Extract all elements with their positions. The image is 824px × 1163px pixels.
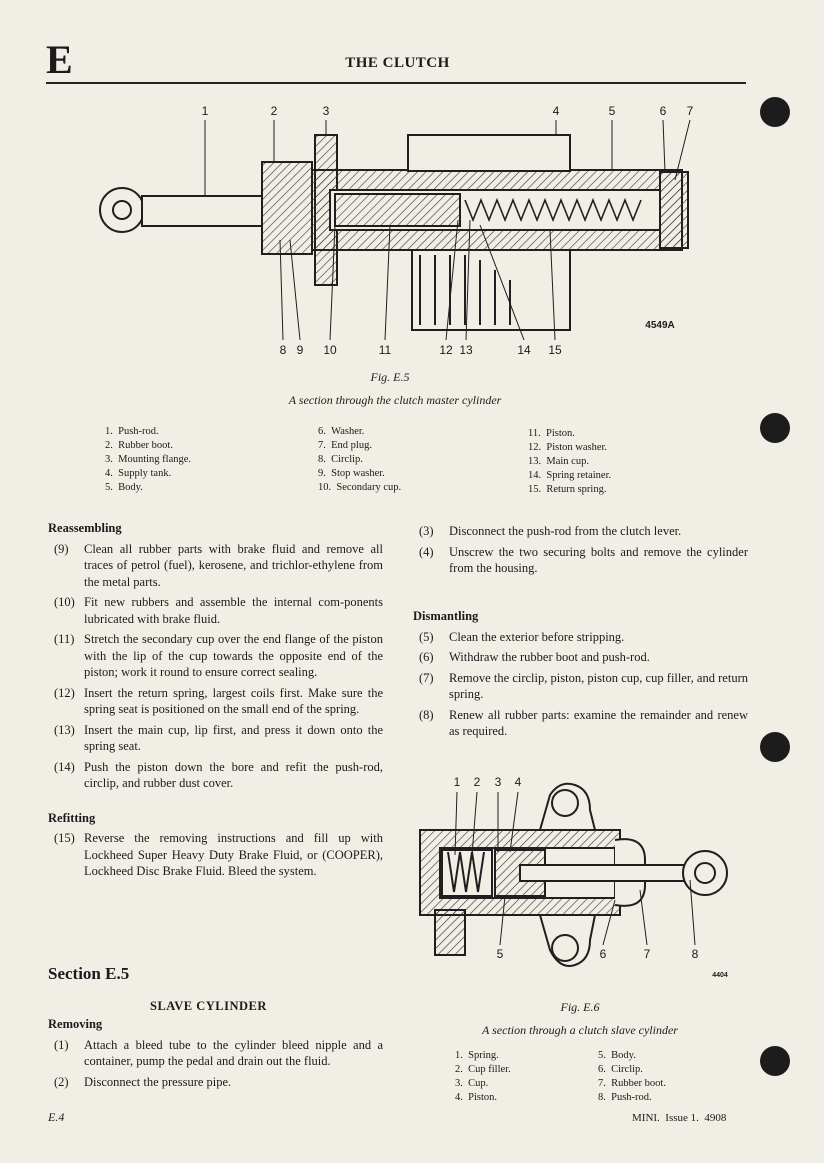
- parts-list-col2: [318, 425, 401, 495]
- callout-3: 3: [494, 775, 502, 789]
- step-number: (2): [54, 1074, 69, 1089]
- callout-15: 15: [548, 343, 562, 357]
- binder-hole: [760, 97, 790, 127]
- figure-label: Fig. E.6: [560, 1000, 600, 1014]
- part-item: 5. Body.: [105, 482, 143, 493]
- callout-6: 6: [599, 947, 607, 961]
- step-text: Disconnect the pressure pipe.: [84, 1074, 232, 1089]
- figure-label: Fig. E.5: [370, 370, 410, 384]
- callout-14: 14: [517, 343, 531, 357]
- step-number: (11): [54, 632, 75, 646]
- parts-list-col3: [528, 427, 611, 497]
- callout-4: 4: [552, 104, 560, 118]
- instruction-step: [48, 1074, 383, 1091]
- step-text: Push the piston down the bore and refit the push-rod, circlip, and rubber dust cover.: [84, 759, 383, 790]
- part-item: 1. Push-rod.: [105, 426, 159, 437]
- part-item: 15. Return spring.: [528, 484, 607, 495]
- instruction-step: [48, 594, 383, 627]
- callout-2: 2: [473, 775, 481, 789]
- page-number: E.4: [48, 1110, 65, 1124]
- step-number: (7): [419, 670, 434, 685]
- callout-2: 2: [270, 104, 278, 118]
- binder-hole: [760, 732, 790, 762]
- part-item: 14. Spring retainer.: [528, 470, 612, 481]
- step-text: Stretch the secondary cup over the end flange of the piston with the lip of the cup towards the opposite end of the piston; work it round to ensure correct sealing.: [84, 632, 383, 679]
- dismantling-heading: Dismantling: [413, 609, 479, 623]
- removing-heading: Removing: [48, 1017, 103, 1031]
- step-number: (15): [54, 831, 75, 845]
- instruction-step: [413, 544, 748, 577]
- step-number: (4): [419, 544, 434, 559]
- instruction-step: [48, 685, 383, 718]
- dismantling-block: [413, 608, 748, 744]
- step-number: (13): [54, 722, 75, 737]
- step-number: (1): [54, 1037, 69, 1052]
- instruction-step: [48, 759, 383, 792]
- step-number: (14): [54, 759, 75, 774]
- refitting-heading: Refitting: [48, 810, 96, 825]
- callout-5: 5: [496, 947, 504, 961]
- part-item: 7. Rubber boot.: [598, 1078, 666, 1089]
- part-item: 8. Push-rod.: [598, 1092, 652, 1103]
- step-text: Remove the circlip, piston, piston cup, cup filler, and return spring.: [449, 670, 748, 701]
- callout-3: 3: [322, 104, 330, 118]
- part-item: 13. Main cup.: [528, 456, 589, 467]
- figure-caption: A section through a clutch slave cylinder: [482, 1023, 678, 1037]
- publication-info: MINI. Issue 1. 4908: [632, 1112, 727, 1124]
- callout-10: 10: [323, 343, 337, 357]
- master-cylinder-diagram: [90, 100, 720, 365]
- header-rule: [46, 82, 746, 84]
- callout-8: 8: [279, 343, 287, 357]
- removing-block: [48, 1016, 383, 1094]
- step-number: (3): [419, 524, 434, 538]
- callout-1: 1: [453, 775, 461, 789]
- part-item: 5. Body.: [598, 1050, 636, 1061]
- instruction-step: [48, 541, 383, 591]
- instruction-step: [48, 631, 383, 681]
- instruction-step: [413, 707, 748, 740]
- part-item: 8. Circlip.: [318, 454, 363, 465]
- callout-4: 4: [514, 775, 522, 789]
- part-item: 3. Cup.: [455, 1078, 489, 1089]
- part-item: 1. Spring.: [455, 1050, 499, 1061]
- callout-6: 6: [659, 104, 667, 118]
- step-text: Insert the main cup, lip first, and press it down onto the spring seat.: [84, 722, 383, 753]
- figure-caption: A section through the clutch master cylinder: [288, 393, 502, 407]
- step-text: Reverse the removing instructions and fill up with Lockheed Super Heavy Duty Brake Fluid, or (COOPER), Lockheed Disc Brake Fluid. Bleed the system.: [84, 831, 383, 878]
- callout-13: 13: [459, 343, 473, 357]
- left-column: [48, 520, 383, 884]
- step-text: Clean the exterior before stripping.: [449, 629, 625, 644]
- part-item: 2. Cup filler.: [455, 1064, 511, 1075]
- step-text: Insert the return spring, largest coils first. Make sure the spring seat is positioned on the small end of the spring.: [84, 685, 383, 716]
- instruction-step: [413, 649, 748, 666]
- parts-list-col1: [455, 1049, 511, 1105]
- step-text: Clean all rubber parts with brake fluid and remove all traces of petrol (fuel), kerosene, and trichlor-ethylene from the metal parts.: [84, 541, 383, 589]
- step-text: Disconnect the push-rod from the clutch lever.: [449, 524, 682, 538]
- callout-9: 9: [296, 343, 304, 357]
- part-item: 4. Supply tank.: [105, 468, 172, 479]
- part-item: 11. Piston.: [528, 428, 575, 439]
- part-item: 6. Circlip.: [598, 1064, 643, 1075]
- instruction-step: [413, 629, 748, 646]
- callout-1: 1: [201, 104, 209, 118]
- step-text: Renew all rubber parts: examine the remainder and renew as required.: [449, 707, 748, 738]
- section-heading: Section E.5: [48, 964, 130, 983]
- page-title: THE CLUTCH: [345, 55, 450, 71]
- instruction-step: [48, 722, 383, 755]
- callout-12: 12: [439, 343, 453, 357]
- part-item: 3. Mounting flange.: [105, 454, 192, 465]
- binder-hole: [760, 413, 790, 443]
- section-letter: E: [46, 37, 73, 82]
- part-item: 9. Stop washer.: [318, 468, 385, 479]
- part-item: 2. Rubber boot.: [105, 440, 173, 451]
- slave-cylinder-diagram: [410, 770, 750, 985]
- step-text: Fit new rubbers and assemble the internal com-ponents lubricated with brake fluid.: [84, 595, 383, 626]
- step-number: (5): [419, 629, 434, 644]
- part-item: 12. Piston washer.: [528, 442, 608, 453]
- instruction-step: [413, 523, 748, 540]
- part-item: 7. End plug.: [318, 440, 372, 451]
- binder-hole: [760, 1046, 790, 1076]
- instruction-step: [48, 830, 383, 880]
- step-number: (9): [54, 541, 69, 556]
- part-item: 4. Piston.: [455, 1092, 498, 1103]
- callout-5: 5: [608, 104, 616, 118]
- step-text: Attach a bleed tube to the cylinder bleed nipple and a container, pump the pedal and drain out the fluid.: [84, 1037, 383, 1068]
- step-number: (8): [419, 707, 434, 722]
- step-text: Withdraw the rubber boot and push-rod.: [449, 650, 650, 664]
- part-item: 6. Washer.: [318, 426, 365, 437]
- step-number: (12): [54, 685, 75, 700]
- instruction-step: [48, 1037, 383, 1070]
- step-text: Unscrew the two securing bolts and remove the cylinder from the housing.: [449, 544, 748, 575]
- step-number: (6): [419, 650, 434, 664]
- callout-7: 7: [643, 947, 651, 961]
- part-item: 10. Secondary cup.: [318, 482, 402, 493]
- section-subtitle: SLAVE CYLINDER: [150, 999, 267, 1013]
- callout-7: 7: [686, 104, 694, 118]
- parts-list-col1: [105, 425, 191, 495]
- instruction-step: [413, 670, 748, 703]
- right-column-top: [413, 523, 748, 581]
- drawing-ref: 4404: [712, 972, 728, 979]
- callout-11: 11: [378, 343, 392, 357]
- callout-8: 8: [691, 947, 699, 961]
- drawing-ref: 4549A: [645, 320, 675, 331]
- reassembling-heading: Reassembling: [48, 521, 122, 535]
- parts-list-col2: [598, 1049, 666, 1105]
- step-number: (10): [54, 595, 75, 609]
